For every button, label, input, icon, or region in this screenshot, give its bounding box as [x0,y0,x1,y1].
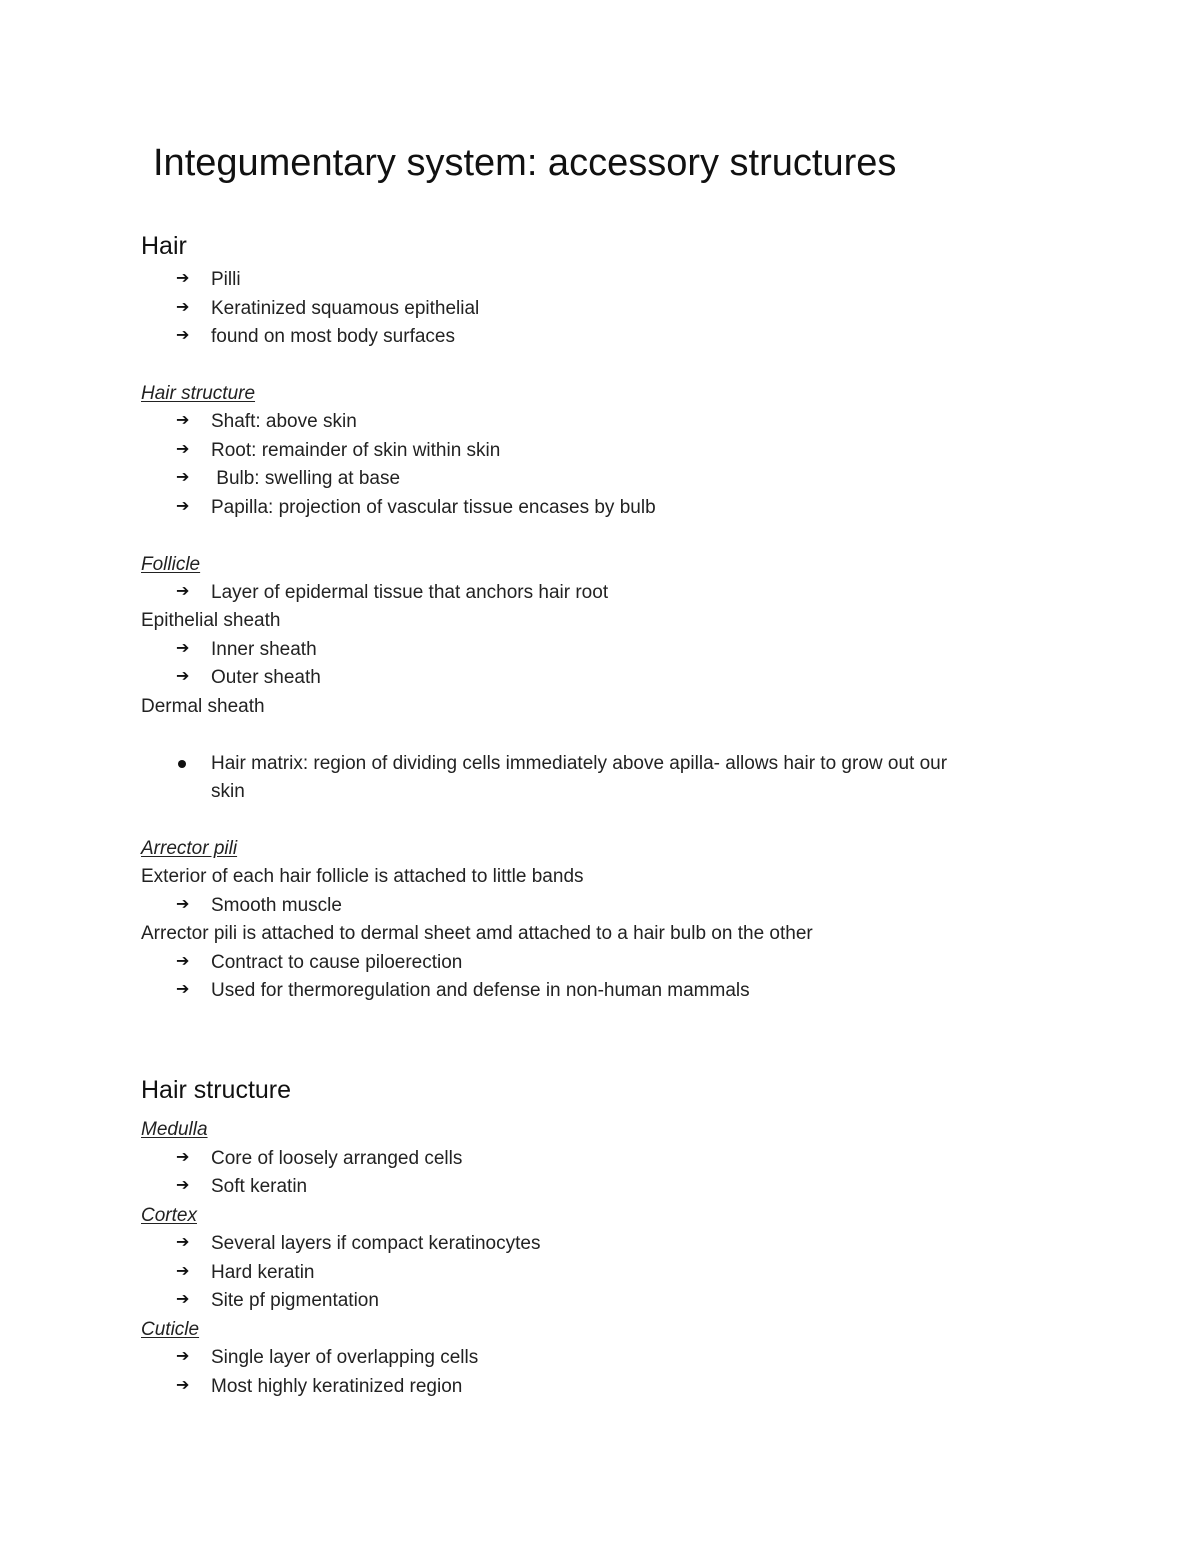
right-arrow-icon: ➔ [176,498,190,515]
right-arrow-icon: ➔ [176,668,190,685]
right-arrow-icon: ➔ [176,270,190,287]
dermal-sheath-label: Dermal sheath [141,696,265,717]
arrector-text-2: Arrector pili is attached to dermal sheet amd attached to a hair bulb on the other [141,923,813,944]
section-heading-hair: Hair [141,232,187,260]
arrector-text-1: Exterior of each hair follicle is attached to little bands [141,866,584,887]
right-arrow-icon: ➔ [176,953,190,970]
right-arrow-icon: ➔ [176,640,190,657]
subheading-cortex: Cortex [141,1205,197,1226]
right-arrow-icon: ➔ [176,896,190,913]
right-arrow-icon: ➔ [176,441,190,458]
right-arrow-icon: ➔ [176,981,190,998]
bullet-dot-icon [178,760,186,768]
document-page: Integumentary system: accessory structures Hair ➔ Pilli ➔ Keratinized squamous epithelial ➔ found on most body surfaces Hair structure ➔ Shaft: above skin ➔ Root: remainder of skin within skin ➔ Bulb: swelling at base ➔ Papilla: projection of vascular tissue encases by bulb Follicle ➔ Layer of epidermal tissue that anchors hair root Epithelial sheath ➔ Inner sheath ➔ Outer sheath Dermal sheath Hair matrix: region of dividing cells immediately above apilla- allows hair to grow out our skin Arrector pili Exterior of each hair follicle is attached to little bands ➔ Smooth muscle Arrector pili is attached to dermal sheet amd attached to a hair bulb on the other ➔ Contract to cause piloerection ➔ Used for thermoregulation and defense in non-human mammals Hair structure Medulla ➔ Core of loosely arranged cells ➔ Soft keratin Cortex ➔ Several layers if compact keratinocytes ➔ Hard keratin ➔ Site pf pigmentation Cuticle ➔ Single layer of overlapping cells ➔ Most highly keratinized region [141,142,948,1397]
subheading-medulla: Medulla [141,1119,208,1140]
subheading-follicle: Follicle [141,554,201,575]
subheading-cuticle: Cuticle [141,1319,200,1340]
right-arrow-icon: ➔ [176,469,190,486]
right-arrow-icon: ➔ [176,583,190,600]
subheading-hair-structure: Hair structure [141,383,256,404]
right-arrow-icon: ➔ [176,1263,190,1280]
right-arrow-icon: ➔ [176,1149,190,1166]
section-heading-hair-structure: Hair structure [141,1076,292,1104]
right-arrow-icon: ➔ [176,299,190,316]
subheading-arrector-pili: Arrector pili [141,838,238,859]
right-arrow-icon: ➔ [176,327,190,344]
epithelial-sheath-label: Epithelial sheath [141,610,281,631]
page-title: Integumentary system: accessory structures [153,142,897,184]
right-arrow-icon: ➔ [176,1348,190,1365]
right-arrow-icon: ➔ [176,1177,190,1194]
right-arrow-icon: ➔ [176,1377,190,1394]
right-arrow-icon: ➔ [176,1234,190,1251]
right-arrow-icon: ➔ [176,412,190,429]
right-arrow-icon: ➔ [176,1291,190,1308]
